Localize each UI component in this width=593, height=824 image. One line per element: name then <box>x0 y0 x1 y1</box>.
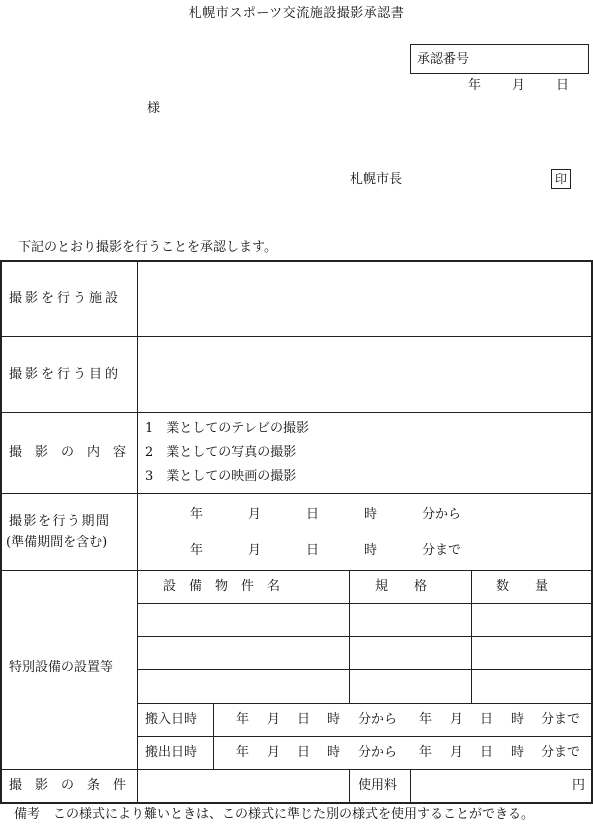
period-from-month: 月 <box>248 507 262 522</box>
content-item-1: 1 業としてのテレビの撮影 <box>145 421 310 436</box>
period-from-hour: 時 <box>364 507 378 522</box>
carry-out-to-hour: 時 <box>511 745 525 760</box>
period-from-day: 日 <box>306 507 320 522</box>
row-divider <box>1 570 592 571</box>
period-label: 撮影を行う期間 <box>9 514 111 529</box>
equipment-column-divider <box>471 570 472 703</box>
period-to-year: 年 <box>190 543 204 558</box>
carry-label-divider <box>213 703 214 769</box>
date-month-label: 月 <box>512 78 526 93</box>
carry-out-to-year: 年 <box>419 745 433 760</box>
carry-in-to-year: 年 <box>419 712 433 727</box>
content-label: 撮 影 の 内 容 <box>9 445 127 460</box>
table-border-bottom <box>0 802 593 804</box>
carry-out-from-month: 月 <box>267 745 281 760</box>
row-divider <box>1 412 592 413</box>
carry-in-from-hour: 時 <box>327 712 341 727</box>
yen-unit: 円 <box>572 778 586 793</box>
remark-text: 備考 この様式により難いときは、この様式に準じた別の様式を使用することができる。 <box>14 807 535 822</box>
carry-in-to-minute: 分まで <box>541 712 581 727</box>
date-day-label: 日 <box>556 78 570 93</box>
carry-out-from-minute: 分から <box>358 745 398 760</box>
period-to-hour: 時 <box>364 543 378 558</box>
period-to-month: 月 <box>248 543 262 558</box>
issuer-name: 札幌市長 <box>350 172 403 187</box>
date-year-label: 年 <box>468 78 482 93</box>
equipment-spec-header: 規 格 <box>375 579 428 594</box>
period-from-minute: 分から <box>422 507 462 522</box>
carry-in-from-minute: 分から <box>358 712 398 727</box>
period-sublabel: (準備期間を含む) <box>6 535 108 550</box>
carry-in-from-year: 年 <box>236 712 250 727</box>
conditions-divider <box>349 769 350 802</box>
carry-out-label: 搬出日時 <box>145 745 198 760</box>
addressee-suffix: 様 <box>147 101 161 116</box>
carry-in-from-day: 日 <box>297 712 311 727</box>
row-divider <box>1 336 592 337</box>
row-divider <box>1 493 592 494</box>
intro-text: 下記のとおり撮影を行うことを承認します。 <box>18 240 277 255</box>
period-to-day: 日 <box>306 543 320 558</box>
conditions-label: 撮 影 の 条 件 <box>9 778 127 793</box>
equipment-column-divider <box>349 570 350 703</box>
content-item-3: 3 業としての映画の撮影 <box>145 469 297 484</box>
period-from-year: 年 <box>190 507 204 522</box>
carry-out-from-year: 年 <box>236 745 250 760</box>
equipment-row-divider <box>137 703 592 704</box>
row-divider <box>1 769 592 770</box>
content-item-2: 2 業としての写真の撮影 <box>145 445 297 460</box>
label-column-divider <box>137 261 138 802</box>
carry-in-to-hour: 時 <box>511 712 525 727</box>
equipment-row-divider <box>137 669 592 670</box>
carry-in-to-month: 月 <box>450 712 464 727</box>
fee-divider <box>410 769 411 802</box>
equipment-row-divider <box>137 636 592 637</box>
equipment-row-divider <box>137 603 592 604</box>
table-border-left <box>0 260 2 804</box>
equipment-row-divider <box>137 736 592 737</box>
carry-in-from-month: 月 <box>267 712 281 727</box>
carry-in-label: 搬入日時 <box>145 712 198 727</box>
carry-out-from-day: 日 <box>297 745 311 760</box>
document-title: 札幌市スポーツ交流施設撮影承認書 <box>188 6 405 21</box>
seal-mark: 印 <box>551 169 571 189</box>
carry-out-to-month: 月 <box>450 745 464 760</box>
approval-number-label: 承認番号 <box>417 52 470 67</box>
carry-out-to-minute: 分まで <box>541 745 581 760</box>
equipment-name-header: 設 備 物 件 名 <box>163 579 281 594</box>
facility-label: 撮影を行う施設 <box>9 291 122 306</box>
carry-out-from-hour: 時 <box>327 745 341 760</box>
fee-label: 使用料 <box>358 778 398 793</box>
equipment-quantity-header: 数 量 <box>496 579 549 594</box>
period-to-minute: 分まで <box>422 543 462 558</box>
purpose-label: 撮影を行う目的 <box>9 367 122 382</box>
carry-in-to-day: 日 <box>480 712 494 727</box>
table-border-top <box>0 260 593 262</box>
special-equipment-label: 特別設備の設置等 <box>9 660 114 675</box>
carry-out-to-day: 日 <box>480 745 494 760</box>
